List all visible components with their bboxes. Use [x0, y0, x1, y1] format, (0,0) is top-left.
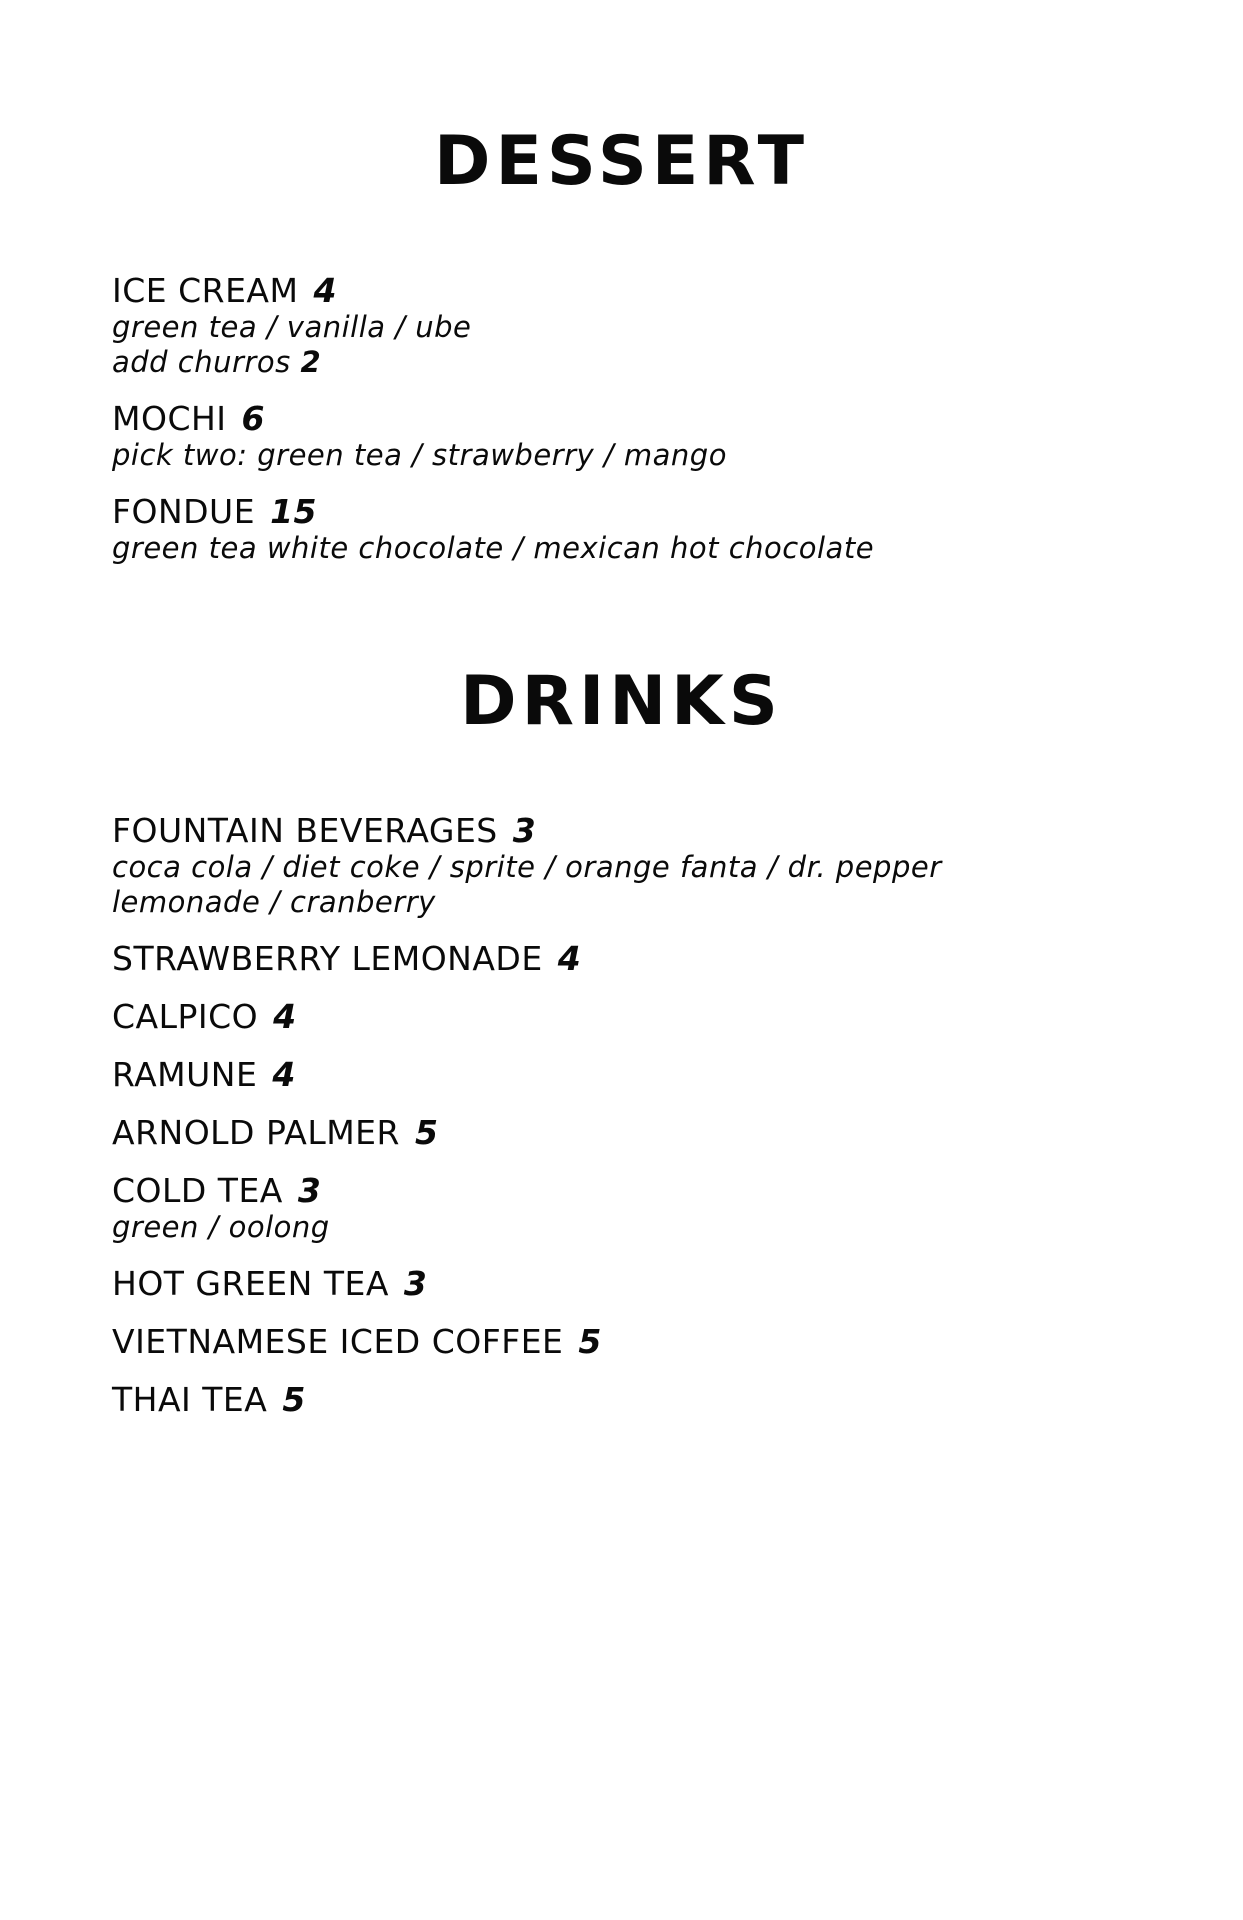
menu-item-arnold-palmer — [112, 1114, 1162, 1152]
item-price: 5 — [578, 1322, 602, 1361]
item-price: 3 — [403, 1264, 428, 1303]
item-price: 15 — [270, 492, 317, 531]
item-name: VIETNAMESE ICED COFFEE — [112, 1322, 564, 1361]
drinks-list — [112, 812, 1162, 1439]
item-description: green / oolong — [112, 1210, 330, 1244]
item-name: MOCHI — [112, 399, 227, 438]
item-description: coca cola / diet coke / sprite / orange fanta / dr. pepper — [112, 850, 942, 884]
item-price: 4 — [313, 271, 337, 310]
item-name: RAMUNE — [112, 1055, 258, 1094]
item-description: pick two: green tea / strawberry / mango — [112, 438, 727, 472]
item-name: FONDUE — [112, 492, 256, 531]
menu-item-cold-tea — [112, 1172, 1162, 1245]
menu-item-calpico — [112, 998, 1162, 1036]
item-price: 4 — [273, 997, 297, 1036]
menu-item-thai-tea — [112, 1381, 1162, 1419]
item-description-line2: lemonade / cranberry — [112, 885, 436, 919]
item-name: CALPICO — [112, 997, 259, 1036]
addon-label: add churros — [112, 345, 291, 379]
menu-item-fondue — [112, 493, 1162, 566]
item-price: 5 — [414, 1113, 439, 1152]
item-name: HOT GREEN TEA — [112, 1264, 389, 1303]
item-price: 3 — [512, 811, 537, 850]
item-price: 4 — [557, 939, 582, 978]
item-price: 4 — [272, 1055, 296, 1094]
item-name: ICE CREAM — [112, 271, 299, 310]
item-name: ARNOLD PALMER — [112, 1113, 400, 1152]
item-name: FOUNTAIN BEVERAGES — [112, 811, 498, 850]
item-name: STRAWBERRY LEMONADE — [112, 939, 543, 978]
item-description: green tea white chocolate / mexican hot chocolate — [112, 531, 875, 565]
item-price: 5 — [282, 1380, 306, 1419]
menu-item-ramune — [112, 1056, 1162, 1094]
menu-item-ice-cream — [112, 272, 1162, 380]
menu-item-strawberry-lemonade — [112, 940, 1162, 978]
menu-item-hot-green-tea — [112, 1265, 1162, 1303]
item-price: 3 — [297, 1171, 322, 1210]
item-description: green tea / vanilla / ube — [112, 310, 472, 344]
menu-item-mochi — [112, 400, 1162, 473]
item-addon — [112, 345, 1162, 380]
dessert-list — [112, 272, 1162, 586]
item-name: COLD TEA — [112, 1171, 283, 1210]
drinks-heading: DRINKS — [460, 662, 783, 741]
addon-price: 2 — [300, 345, 322, 379]
menu-item-fountain-beverages — [112, 812, 1162, 920]
dessert-heading: DESSERT — [434, 122, 809, 201]
menu-item-vietnamese-iced-coffee — [112, 1323, 1162, 1361]
item-name: THAI TEA — [112, 1380, 268, 1419]
item-price: 6 — [241, 399, 266, 438]
